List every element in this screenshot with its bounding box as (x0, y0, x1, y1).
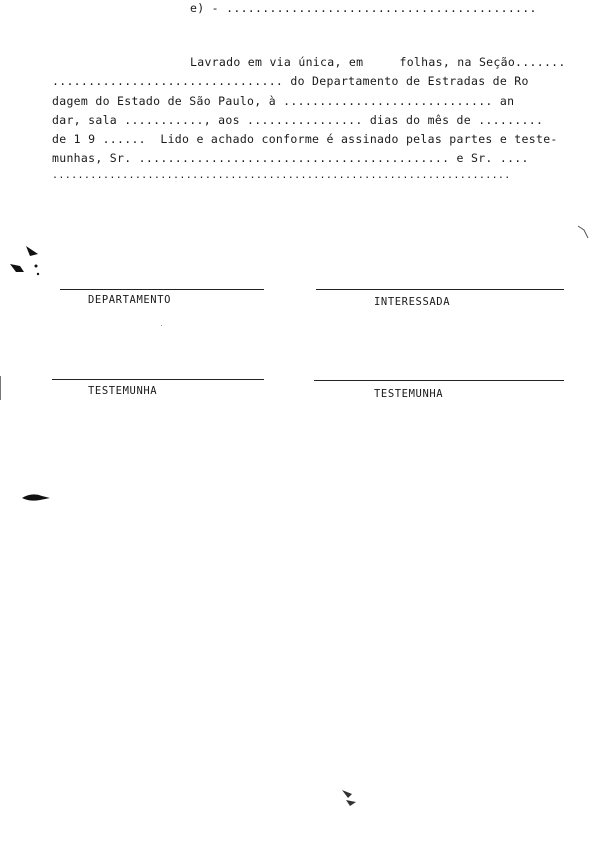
paragraph-line-1: Lavrado em via única, em folhas, na Seção....... (190, 55, 566, 69)
label-interessada: INTERESSADA (374, 296, 451, 308)
label-testemunha-left: TESTEMUNHA (88, 385, 158, 397)
label-departamento: DEPARTAMENTO (88, 294, 172, 306)
paragraph-line-4: dar, sala ..........., aos ................ dias do mês de ......... (52, 113, 544, 127)
speck (161, 325, 162, 326)
signature-line-testemunha-right (314, 380, 564, 381)
signature-line-testemunha-left (52, 379, 264, 380)
signature-line-interessada (316, 289, 564, 290)
corner-mark (576, 222, 592, 242)
paragraph-line-7: ........................................................................ (52, 170, 511, 181)
label-testemunha-right: TESTEMUNHA (374, 388, 444, 400)
paragraph-line-3: dagem do Estado de São Paulo, à ............................. an (52, 94, 515, 108)
paragraph-line-5: de 1 9 ...... Lido e achado conforme é assinado pelas partes e teste- (52, 132, 558, 146)
margin-mark (0, 376, 1, 400)
paragraph-line-2: ................................ do Departamento de Estradas de Ro (52, 74, 529, 88)
top-line: e) - ........................................... (190, 1, 537, 15)
ink-smudge-mark-3 (338, 786, 362, 810)
ink-smudge-mark-2 (20, 488, 60, 508)
signature-line-departamento (60, 289, 264, 290)
paragraph-line-6: munhas, Sr. ........................................... e Sr. .... (52, 151, 529, 165)
ink-smudge-mark (2, 242, 52, 282)
